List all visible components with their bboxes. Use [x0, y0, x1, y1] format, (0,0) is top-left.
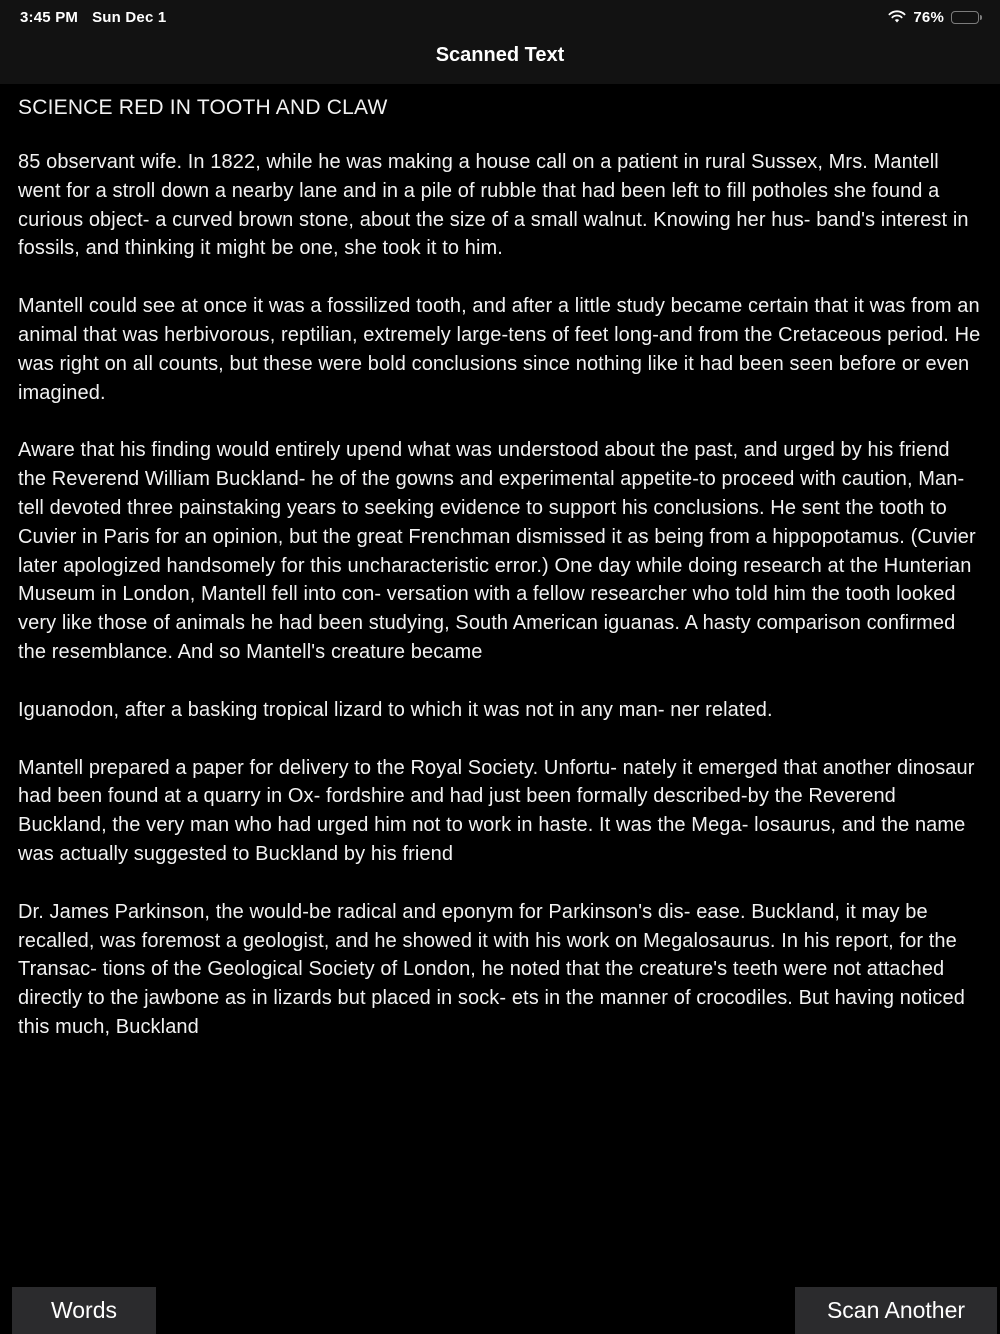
status-bar [0, 0, 1000, 28]
status-date: Sun Dec 1 [92, 8, 167, 26]
document-paragraph: Aware that his finding would entirely upend what was understood about the past, and urged by his friend the Reverend William Buckland- he of the gowns and experimental appetite-to proceed with caution, Man- tell devoted three painstaking years to seeking evidence to support his conclusions. He sent the tooth to Cuvier in Paris for an opinion, but the great Frenchman dismissed it as being from a hippopotamus. (Cuvier later apologized handsomely for this uncharacteristic error.) One day while doing research at the Hunterian Museum in London, Mantell fell into con- versation with a fellow researcher who told him the tooth looked very like those of animals he had been studying, South American iguanas. A hasty comparison confirmed the resemblance. And so Mantell's creature became [18, 439, 976, 663]
status-right [888, 9, 982, 26]
header [0, 0, 1000, 84]
document-paragraph: Dr. James Parkinson, the would-be radical and eponym for Parkinson's dis- ease. Buckland, it may be recalled, was foremost a geologist, and he showed it with his work on Megalosaurus. In his report, for the Transac- tions of the Geological Society of London, he noted that the creature's teeth were not attached directly to the jawbone as in lizards but placed in sock- ets in the manner of crocodiles. But having noticed this much, Buckland [18, 900, 965, 1038]
battery-icon [951, 11, 982, 24]
words-button[interactable]: Words [12, 1287, 156, 1334]
scan-another-button[interactable]: Scan Another [795, 1287, 997, 1334]
document-paragraph: Mantell prepared a paper for delivery to the Royal Society. Unfortu- nately it emerged that another dinosaur had been found at a quarry in Ox- fordshire and had just been formally described-by the Reverend Buckland, the very man who had urged him not to work in haste. It was the Mega- losaurus, and the name was actually suggested to Buckland by his friend [18, 756, 975, 865]
status-time: 3:45 PM [20, 8, 79, 26]
scanned-text-content[interactable] [0, 84, 1000, 1280]
wifi-icon [888, 10, 906, 24]
battery-percent: 76% [913, 8, 944, 26]
document-paragraph: Iguanodon, after a basking tropical lizard to which it was not in any man- ner related. [18, 698, 773, 721]
document-paragraph: 85 observant wife. In 1822, while he was making a house call on a patient in rural Sussex, Mrs. Mantell went for a stroll down a nearby lane and in a pile of rubble that had been left to fill potholes she found a curious object- a curved brown stone, about the size of a small walnut. Knowing her hus- band's interest in fossils, and thinking it might be one, she took it to him. [18, 151, 969, 260]
status-left [20, 9, 166, 26]
document-heading: SCIENCE RED IN TOOTH AND CLAW [18, 96, 388, 119]
document-paragraph: Mantell could see at once it was a fossilized tooth, and after a little study became certain that it was from an animal that was herbivorous, reptilian, extremely large-tens of feet long-and from the Cretaceous period. He was right on all counts, but these were bold conclusions since nothing like it had been seen before or even imagined. [18, 295, 981, 404]
page-title: Scanned Text [435, 44, 565, 66]
